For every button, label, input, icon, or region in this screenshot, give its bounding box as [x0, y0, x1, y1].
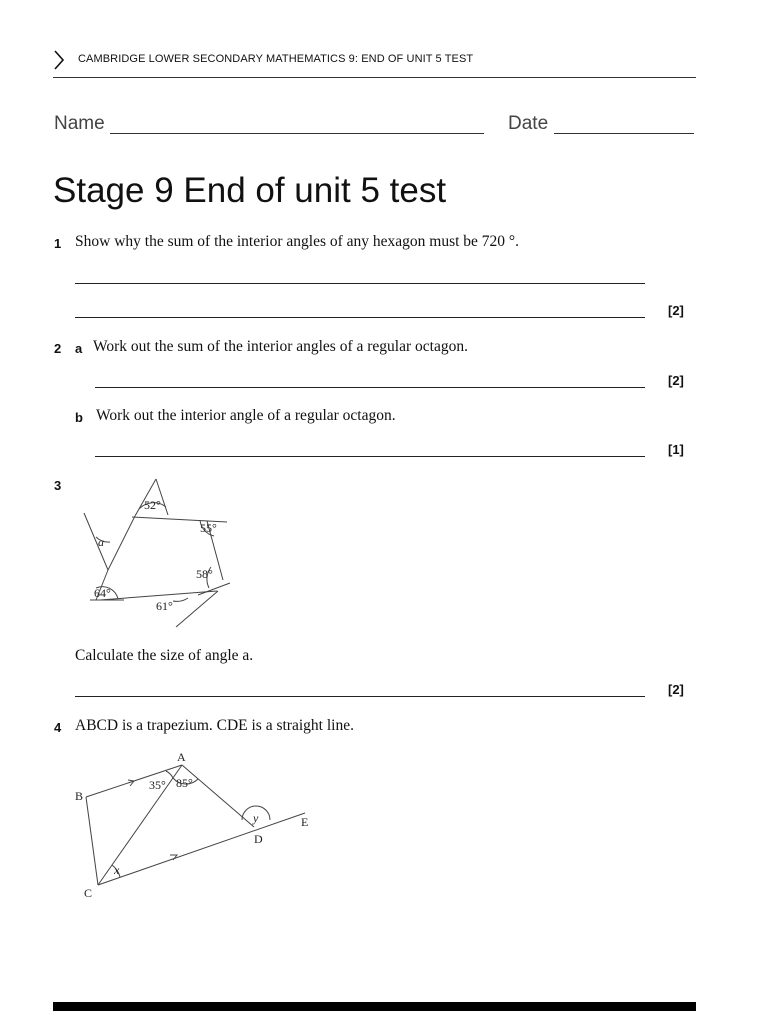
vertex-label-a: A — [177, 750, 186, 764]
angle-label-bottom: 61° — [156, 599, 173, 613]
answer-line — [75, 317, 645, 318]
hexagon-diagram — [70, 470, 240, 640]
angle-label-left-bottom: 64° — [94, 586, 111, 600]
angle-label-35: 35° — [149, 778, 166, 792]
question-2a-marks: [2] — [668, 373, 684, 388]
chevron-right-icon — [52, 49, 66, 71]
vertex-label-e: E — [301, 815, 309, 829]
answer-line — [75, 283, 645, 284]
page-title: Stage 9 End of unit 5 test — [53, 171, 447, 210]
question-4-text: ABCD is a trapezium. CDE is a straight line. — [75, 717, 354, 734]
date-label: Date — [508, 113, 549, 134]
vertex-label-d: D — [254, 832, 263, 846]
date-field-line — [554, 133, 694, 134]
trapezium-diagram — [70, 745, 315, 900]
question-3-text: Calculate the size of angle a. — [75, 647, 254, 664]
name-label: Name — [54, 113, 105, 134]
question-1-text: Show why the sum of the interior angles of any hexagon must be 720 °. — [75, 233, 519, 250]
question-2b-text: Work out the interior angle of a regular octagon. — [96, 407, 396, 424]
question-2b-label: b — [75, 410, 83, 425]
header-divider — [53, 77, 696, 78]
angle-label-a: a — [98, 535, 104, 549]
question-2b-marks: [1] — [668, 442, 684, 457]
question-2-number: 2 — [54, 341, 62, 356]
vertex-label-c: C — [84, 886, 93, 900]
angle-label-y: y — [253, 811, 259, 825]
angle-label-x: x — [114, 863, 120, 877]
angle-label-right-bottom: 58° — [196, 567, 213, 581]
question-2a-label: a — [75, 341, 83, 356]
angle-label-85: 85° — [176, 776, 193, 790]
answer-line — [75, 696, 645, 697]
question-1-number: 1 — [54, 236, 62, 251]
question-1-marks: [2] — [668, 303, 684, 318]
angle-label-top: 52° — [144, 498, 161, 512]
header-title: CAMBRIDGE LOWER SECONDARY MATHEMATICS 9: END OF UNIT 5 TEST — [78, 53, 474, 65]
footer-bar — [53, 1002, 696, 1011]
question-3-marks: [2] — [668, 682, 684, 697]
vertex-label-b: B — [75, 789, 84, 803]
answer-line — [95, 456, 645, 457]
question-3-number: 3 — [54, 478, 62, 493]
name-field-line — [110, 133, 484, 134]
question-2a-text: Work out the sum of the interior angles of a regular octagon. — [93, 338, 468, 355]
answer-line — [95, 387, 645, 388]
question-4-number: 4 — [54, 720, 62, 735]
angle-label-right-top: 55° — [200, 521, 217, 535]
